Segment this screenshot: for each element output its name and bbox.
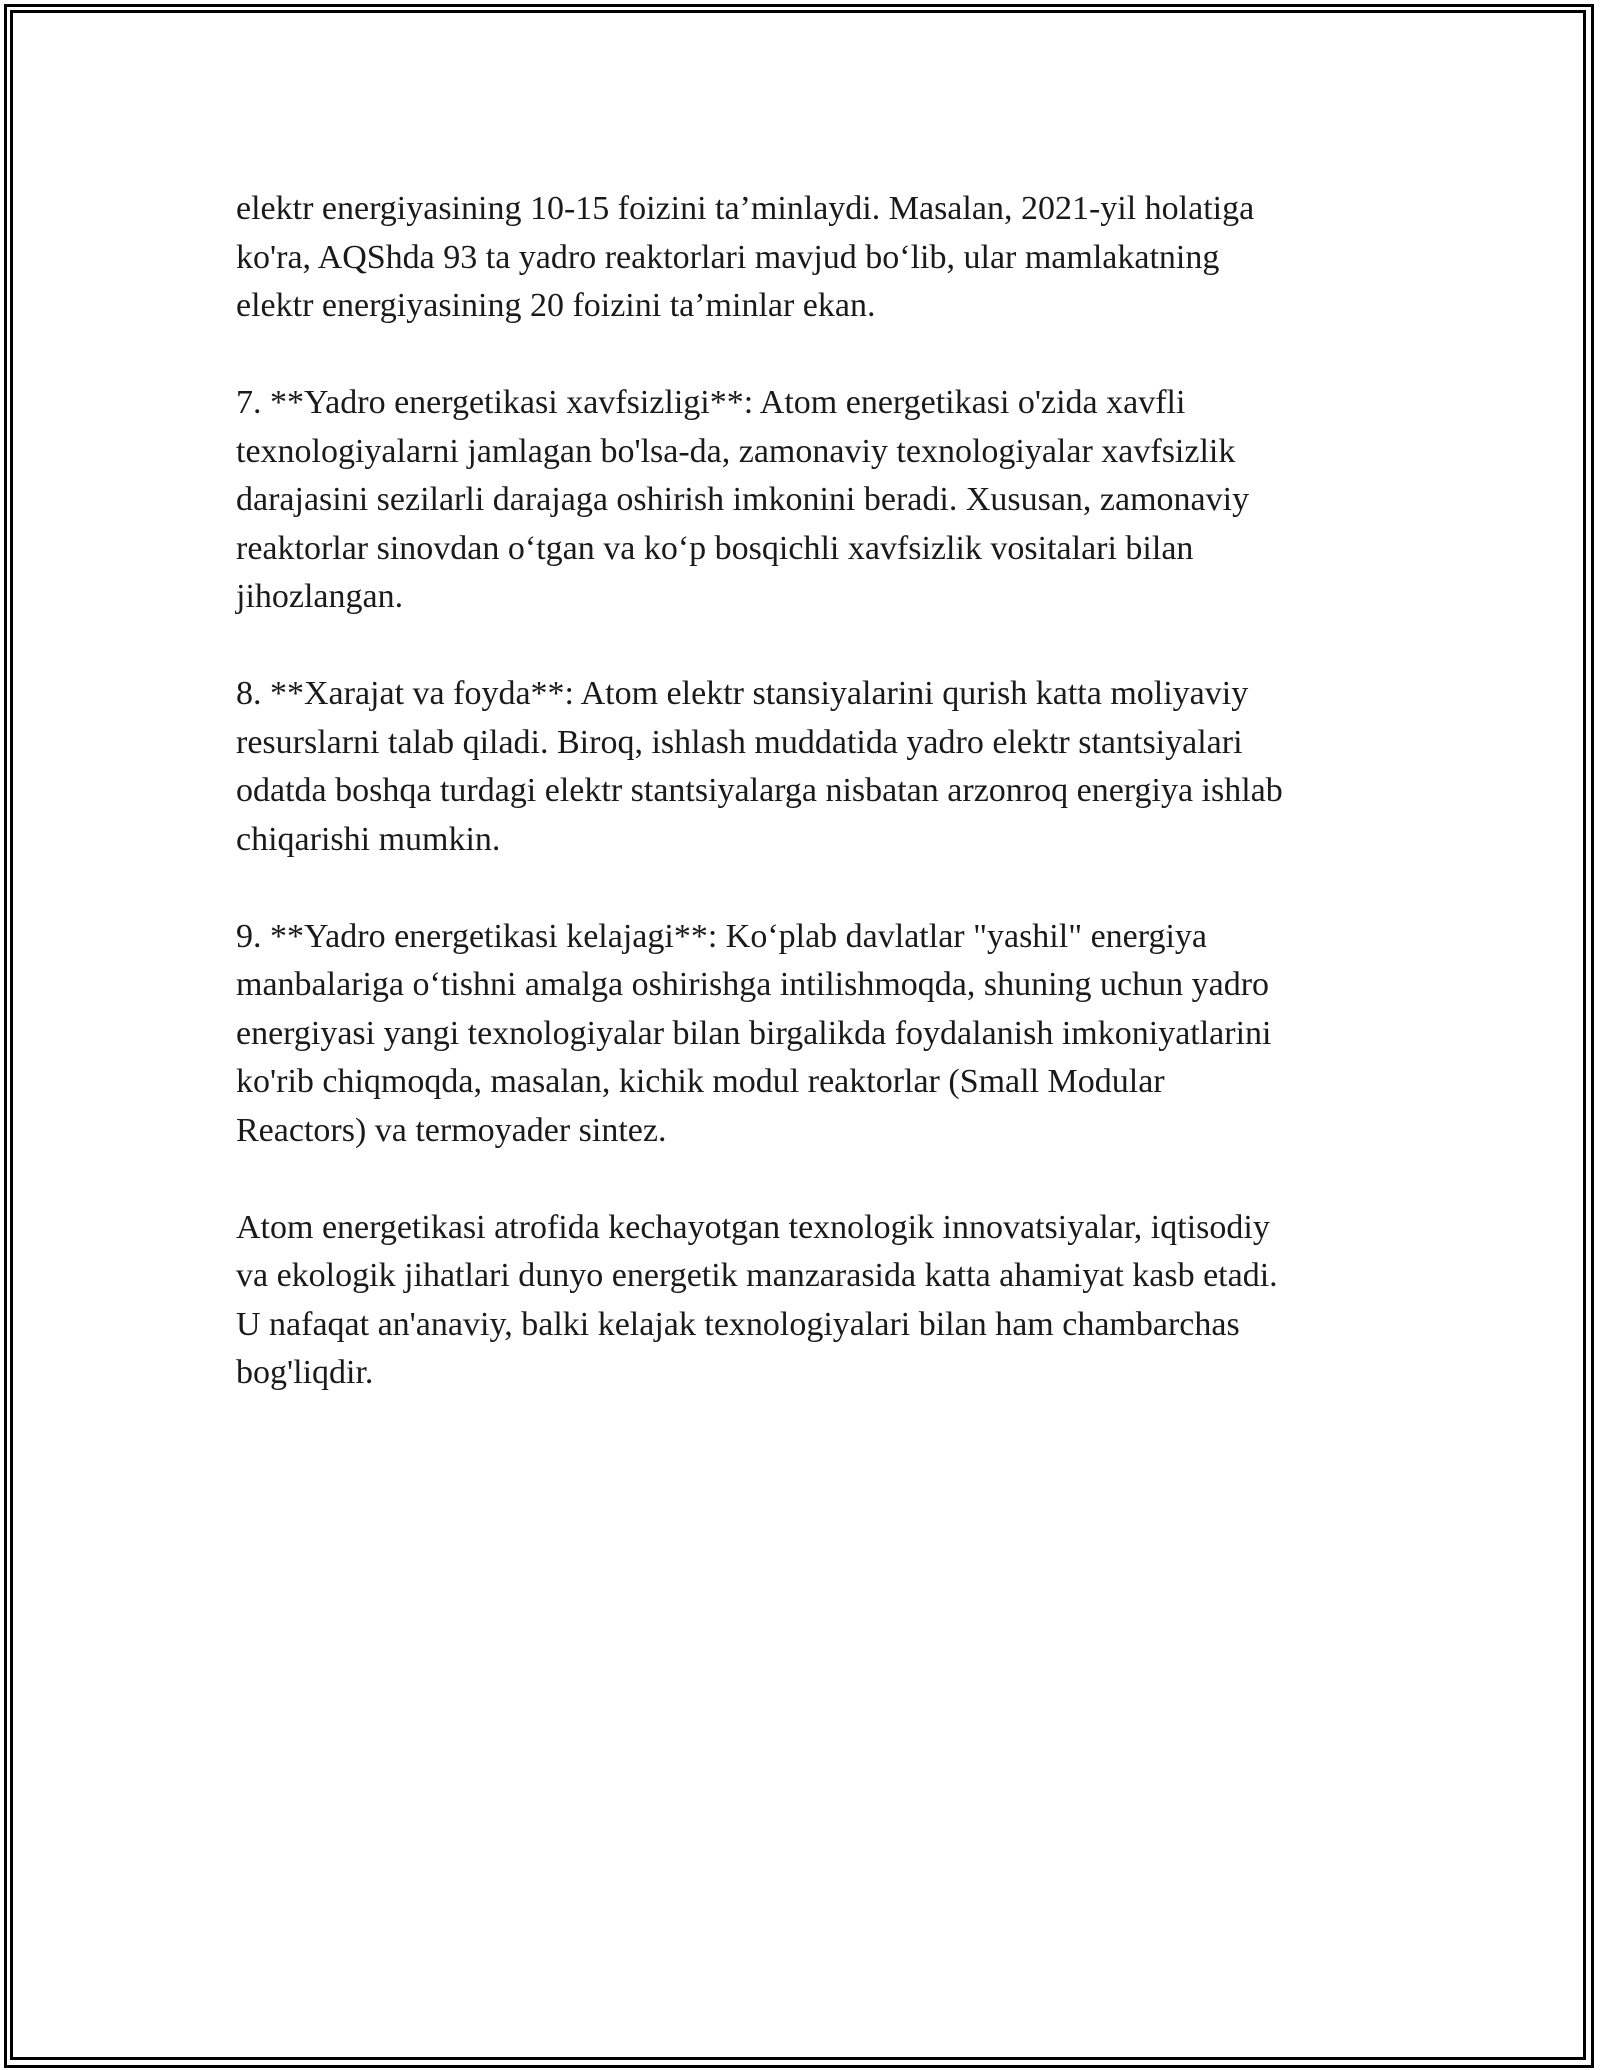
text-line: Atom energetikasi atrofida kechayotgan texnologik innovatsiyalar, iqtisodiy — [236, 1208, 1270, 1246]
text-line: jihozlangan. — [236, 578, 404, 615]
text-line: va ekologik jihatlari dunyo energetik manzarasida katta ahamiyat kasb etadi. — [236, 1257, 1278, 1294]
text-line: 7. **Yadro energetikasi xavfsizligi**: Atom energetikasi o'zida xavfli — [236, 384, 1186, 421]
paragraph-item-9 — [236, 913, 1396, 1156]
text-line: manbalariga o‘tishni amalga oshirishga intilishmoqda, shuning uchun yadro — [236, 966, 1270, 1003]
text-line: reaktorlar sinovdan o‘tgan va ko‘p bosqichli xavfsizlik vositalari bilan — [236, 529, 1194, 567]
text-line: energiyasi yangi texnologiyalar bilan birgalikda foydalanish imkoniyatlarini — [236, 1014, 1272, 1052]
paragraph-item-8 — [236, 670, 1396, 864]
text-line: ko'rib chiqmoqda, masalan, kichik modul reaktorlar (Small Modular — [236, 1063, 1165, 1100]
text-line: odatda boshqa turdagi elektr stantsiyalarga nisbatan arzonroq energiya ishlab — [236, 772, 1283, 809]
document-body — [236, 185, 1396, 1446]
paragraph-item-7 — [236, 379, 1396, 622]
text-line: darajasini sezilarli darajaga oshirish imkonini beradi. Xususan, zamonaviy — [236, 481, 1250, 518]
text-line: Reactors) va termoyader sintez. — [236, 1111, 667, 1149]
text-line: texnologiyalarni jamlagan bo'lsa-da, zamonaviy texnologiyalar xavfsizlik — [236, 432, 1236, 470]
text-line: chiqarishi mumkin. — [236, 820, 501, 858]
text-line: 8. **Xarajat va foyda**: Atom elektr stansiyalarini qurish katta moliyaviy — [236, 675, 1249, 712]
text-line: elektr energiyasining 20 foizini ta’minlar ekan. — [236, 287, 876, 324]
text-line: ko'ra, AQShda 93 ta yadro reaktorlari mavjud bo‘lib, ular mamlakatning — [236, 238, 1220, 276]
paragraph-conclusion — [236, 1204, 1396, 1398]
text-line: bog'liqdir. — [236, 1354, 374, 1391]
text-line: U nafaqat an'anaviy, balki kelajak texnologiyalari bilan ham chambarchas — [236, 1305, 1240, 1343]
text-line: elektr energiyasining 10-15 foizini ta’minlaydi. Masalan, 2021-yil holatiga — [236, 190, 1255, 227]
text-line: 9. **Yadro energetikasi kelajagi**: Ko‘plab davlatlar "yashil" energiya — [236, 917, 1208, 955]
paragraph-continuation — [236, 185, 1396, 331]
text-line: resurslarni talab qiladi. Biroq, ishlash muddatida yadro elektr stantsiyalari — [236, 723, 1243, 761]
